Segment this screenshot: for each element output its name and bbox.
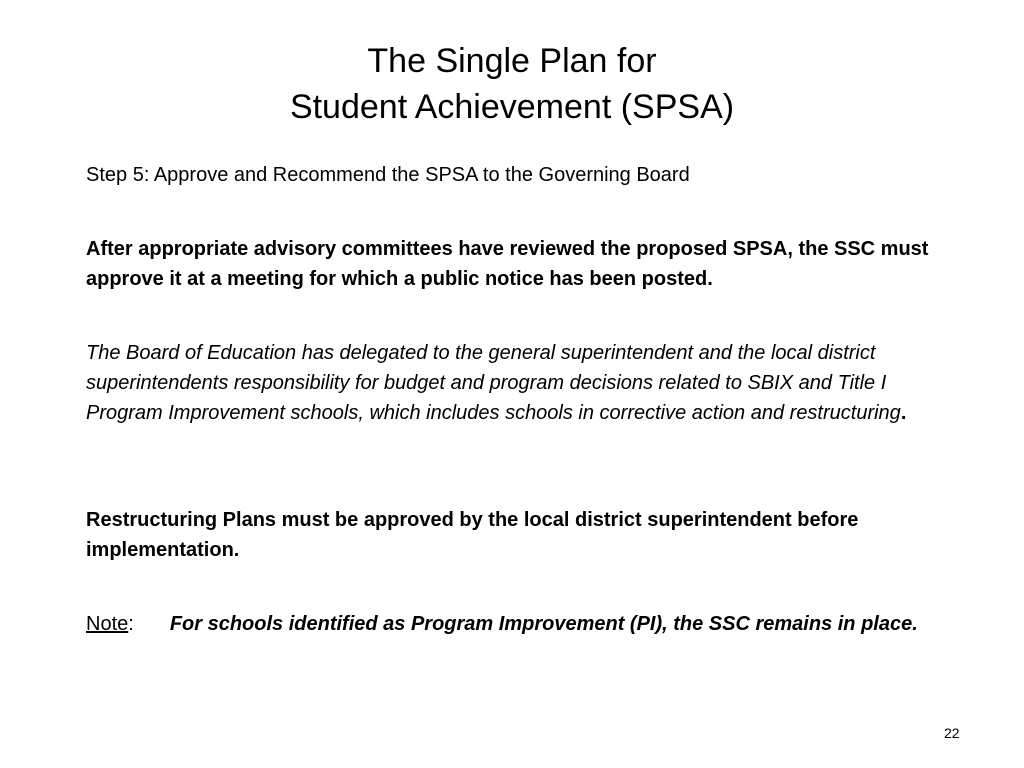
paragraph-board-delegation bbox=[86, 338, 966, 428]
note-label: Note bbox=[86, 613, 129, 635]
note-colon: : bbox=[128, 613, 134, 635]
paragraph-board-delegation-text: The Board of Education has delegated to the general superintendent and the local district superintendents responsibility for budget and program decisions related to SBIX and Title I Program Improvement schools, which includes schools in corrective action and restructuring bbox=[86, 342, 901, 424]
paragraph-board-delegation-period: . bbox=[900, 402, 907, 424]
title-line-2: Student Achievement (SPSA) bbox=[289, 88, 735, 126]
step-heading: Step 5: Approve and Recommend the SPSA to the Governing Board bbox=[86, 164, 690, 186]
paragraph-note bbox=[86, 609, 966, 639]
note-text: For schools identified as Program Improvement (PI), the SSC remains in place. bbox=[169, 613, 918, 635]
paragraph-approval: After appropriate advisory committees have reviewed the proposed SPSA, the SSC must approve it at a meeting for which a public notice has been posted. bbox=[86, 238, 929, 290]
title-line-1: The Single Plan for bbox=[367, 42, 657, 80]
paragraph-restructuring: Restructuring Plans must be approved by the local district superintendent before implementation. bbox=[86, 509, 859, 561]
page-number: 22 bbox=[944, 725, 960, 741]
slide-title bbox=[0, 38, 1024, 130]
